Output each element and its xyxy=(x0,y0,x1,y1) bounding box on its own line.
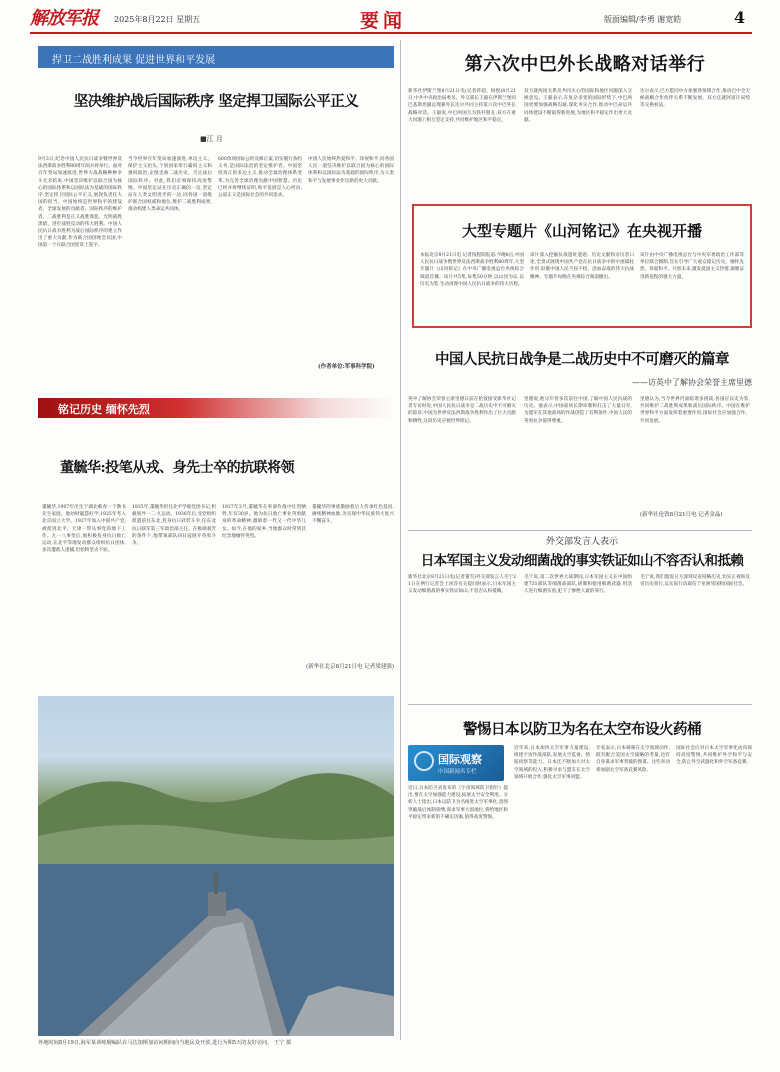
article4-col2: 该片深入挖掘抗战遗址遗迹、历史文献和亲历者口述,全景式展现中国共产党在抗日战争中的中流砥柱作用,讴歌中国人民不屈不挠、浴血奋战的伟大抗战精神。专题片每晚在央视综合频道播出。 xyxy=(530,253,634,280)
article2-footer: (新华社北京8月21日电 记者梁建强) xyxy=(305,664,394,670)
article7-badge-sub: 中国新闻名专栏 xyxy=(438,769,477,775)
article1-byline: ■江 月 xyxy=(200,135,223,143)
article7-badge-text: 国际观察 xyxy=(438,753,482,766)
article5-title: 中国人民抗日战争是二战历史中不可磨灭的篇章 xyxy=(435,351,729,368)
article2-title: 董毓华:投笔从戎、身先士卒的抗联将领 xyxy=(60,460,295,476)
article7-col2: 近年来,日本加快太空军事力量建设,组建宇宙作战部队,发展太空监视、情报侦察等能力。日本还不断加大对太空领域的投入,积极寻求与盟友在太空领域开展合作,强化太空军事同盟。 xyxy=(514,746,590,780)
article4-title: 大型专题片《山河铭记》在央视开播 xyxy=(461,222,702,240)
article7-col3: 专家表示,日本频频在太空领域动作,既有配合美国太空战略的考量,也有自身谋求军事突破的图谋。这些举动将加剧太空军备竞赛风险。 xyxy=(596,746,670,773)
article6-kicker: 外交部发言人表示 xyxy=(545,537,618,547)
article1-footer: (作者单位:军事科学院) xyxy=(318,364,375,370)
article3-title: 第六次中巴外长战略对话举行 xyxy=(464,54,706,75)
news-photo xyxy=(38,696,394,1036)
article2-col1: 董毓华,1907年出生于湖北蕲春一个教书先生家庭。他幼时聪慧好学,1925年考入北京国立大学。1927年加入中国共产党,被派到北平、天津一带从事党的地下工作。九一八事变后,他积极投身抗日救亡运动,在北平等地发动群众组织抗日团体,多次遭敌人逮捕,但始终坚贞不屈。 xyxy=(42,505,126,554)
banner-text: 捍卫二战胜利成果 促进世界和平发展 xyxy=(52,55,216,66)
article1-title: 坚决维护战后国际秩序 坚定捍卫国际公平正义 xyxy=(73,93,359,110)
article3-col3: 达尔表示,巴方愿同中方加强各领域合作,推动巴中全天候战略合作伙伴关系不断发展。双方还就阿富汗局势等交换看法。 xyxy=(640,89,750,109)
article7-col1: 近日,日本防卫省发布的《宇宙领域防卫指针》提出,要在太空加强能力建设,拓展太空安全利用。分析人士指出,日本以防卫为名推进太空军事化,意图突破战后体制束缚,谋求军事大国地位,将给地区和平稳定带来新的不确定因素,值得高度警惕。 xyxy=(408,786,508,820)
article3-col1: 新华社伊斯兰堡8月21日电(记者蒋超、杨悦)8月21日,中共中央政治局委员、外交部长王毅在伊斯兰堡同巴基斯坦副总理兼外长达尔共同主持第六次中巴外长战略对话。王毅说,中巴两国互为铁杆朋友,双方在重大问题上相互坚定支持,共同维护地区和平稳定。 xyxy=(408,89,516,123)
masthead-logo: 解放军报 xyxy=(30,8,98,29)
article1-col1: 9月3日,纪念中国人民抗日战争暨世界反法西斯战争胜利80周年阅兵将举行。面对百年变局加速演进,世界大战战略种种争斗尤未结束,中国坚决维护以联合国为核心的国际体系和以国际法为基础的国际秩序,坚定捍卫国际公平正义,展现负责任大国的担当。中国始终是世界和平的建设者、全球发展的贡献者、国际秩序的维护者。二战胜利是正义战胜邪恶、光明战胜黑暗、进步战胜反动的伟大胜利。中国人民抗日战争胜利为战后国际秩序的建立作出了重大贡献,作为联合国创始会员国,中国第一个在联合国宪章上签字。 xyxy=(38,157,122,249)
ribbon xyxy=(38,398,394,418)
article1-col4: 中国人民始终热爱和平、珍视和平,同各国人民一道坚决维护以联合国为核心的国际体系和以国际法为基础的国际秩序,为人类和平与发展事业作出新的更大贡献。 xyxy=(308,157,394,184)
article5-col2: 里德说,他早年曾多次前往中国,了解中国人民抗战的历史。他表示,中国战场长期牵制和打击了大量日军,为盟军在其他战场的作战创造了有利条件,中国人民的英勇抗争值得尊重。 xyxy=(524,397,632,424)
photo-caption: 外地时间8月19日,海军某训练舰编队在马达加斯加访问期间向当地民众开放,进行为期5天的友好访问。 王宁 摄 xyxy=(38,1040,292,1046)
article2-col2: 1935年,董毓华担任北平学联党团书记,积极领导一二·九运动。1936年后,受党组织派遣前往东北,投身抗日武装斗争,任东北抗日联军第三军政治部主任。在极端艰苦的条件下,他带领部队同日寇展开英勇斗争。 xyxy=(132,505,216,547)
section-title: 要闻 xyxy=(360,10,407,32)
article5-footer: (新华社伦敦8月21日电 记者金晶) xyxy=(640,512,723,518)
article6-col3: 毛宁说,我们敦促日方深刻反省侵略历史,切实正视和反省历史罪行,以实际行动取信于亚洲邻国和国际社会。 xyxy=(640,575,750,588)
page-number: 4 xyxy=(734,8,746,27)
photo-scene xyxy=(38,696,394,1036)
article5-col3: 里德认为,当今世界仍面临诸多挑战,各国应以史为鉴,共同维护二战胜利成果和战后国际秩序。中国在维护世界和平方面发挥着重要作用,国际社会应加强合作、共同发展。 xyxy=(640,397,750,424)
article6-rule xyxy=(408,704,752,705)
article5-col1: 英中了解协会荣誉主席里德日前在伦敦接受新华社记者专访时说,中国人民抗日战争是二战历史中不可磨灭的篇章,中国为世界反法西斯战争胜利作出了巨大贡献和牺牲,这段历史应被世界铭记。 xyxy=(408,397,516,424)
article3-col2: 双方就两国关系及共同关心的国际和地区问题深入交换意见。王毅表示,在复杂多变的国际形势下,中巴两国更要加强战略沟通,深化务实合作,推动中巴命运共同体建设不断取得新进展,为地区和平稳定作出更大贡献。 xyxy=(524,89,632,123)
article4-col3: 该片由中央广播电视总台与中央军委政治工作部等单位联合摄制,旨在引导广大观众铭记历史、缅怀先烈、珍爱和平、开创未来,激发爱国主义热情,凝聚奋进新征程的强大力量。 xyxy=(640,253,744,280)
banner xyxy=(38,46,394,68)
article5-subtitle: ——访英中了解协会荣誉主席里德 xyxy=(632,378,752,387)
masthead-date: 2025年8月22日 星期五 xyxy=(114,15,201,24)
article5-rule xyxy=(408,530,752,531)
article6-col2: 毛宁说,第二次世界大战期间,日本军国主义在中国组建731部队等细菌战部队,研制和使用细菌武器,用活人进行细菌实验,犯下了惨绝人寰的罪行。 xyxy=(524,575,632,595)
article7-badge xyxy=(408,745,504,781)
globe-icon xyxy=(414,751,434,771)
article2-col4: 董毓华的事迹激励着后人传承红色基因,赓续精神血脉,为实现中华民族伟大复兴不懈奋斗。 xyxy=(312,505,394,525)
ribbon-title: 铭记历史 缅怀先烈 xyxy=(58,403,150,416)
masthead-rule xyxy=(30,32,752,34)
column-divider xyxy=(400,40,401,1040)
article2-col3: 1937年3月,董毓华在率部作战中壮烈牺牲,年仅30岁。他为抗日救亡事业英勇献身的革命精神,激励着一代又一代中华儿女。如今,在他的家乡,当地群众时常到其纪念地缅怀英烈。 xyxy=(222,505,306,539)
article6-title: 日本军国主义发动细菌战的事实铁证如山不容否认和抵赖 xyxy=(420,553,744,569)
article4-box xyxy=(412,204,752,328)
article1-col2: 当今世界百年变局加速演进,单边主义、保护主义抬头,个别国家奉行霸权主义和强权政治,企图歪曲二战历史、否定战后国际秩序。对此,我们必须保持高度警惕。中国坚定站在历史正确的一边,坚定站在人类文明进步的一边,同各国一道维护联合国权威和地位,维护二战胜利成果,推动构建人类命运共同体。 xyxy=(128,157,212,213)
article1-col3: 600余项国际公约及修正案,切实履行条约义务,是国际法治的坚定维护者。中国坚持真正的多边主义,推动全球治理体系变革,为完善全球治理贡献中国智慧。历史已经并将继续证明,和平发展是人心所向,公道正义是国际社会的共同追求。 xyxy=(218,157,302,199)
article7-col4: 国际社会应对日本太空军事化动向保持高度警惕,共同维护外空和平与安全,防止外空武器化和外空军备竞赛。 xyxy=(676,746,752,766)
article4-col1: 本报北京8月21日电 记者钱程阳报道:今晚8点,中国人民抗日战争暨世界反法西斯战争胜利80周年,大型专题片《山河铭记》在中央广播电视总台央视综合频道首播。该片共5集,每集50分钟,以山河为证,以历史为鉴,生动再现中国人民抗日战争的伟大历程。 xyxy=(420,253,524,287)
masthead-editors: 版面编辑/李勇 谢宽皓 xyxy=(604,15,682,24)
article7-title: 警惕日本以防卫为名在太空布设火药桶 xyxy=(463,721,701,738)
article6-col1: 新华社北京8月21日电(记者董雪)外交部发言人毛宁21日在例行记者会上回答有关提问时表示,日本军国主义发动细菌战的事实铁证如山,不容否认和抵赖。 xyxy=(408,575,516,595)
